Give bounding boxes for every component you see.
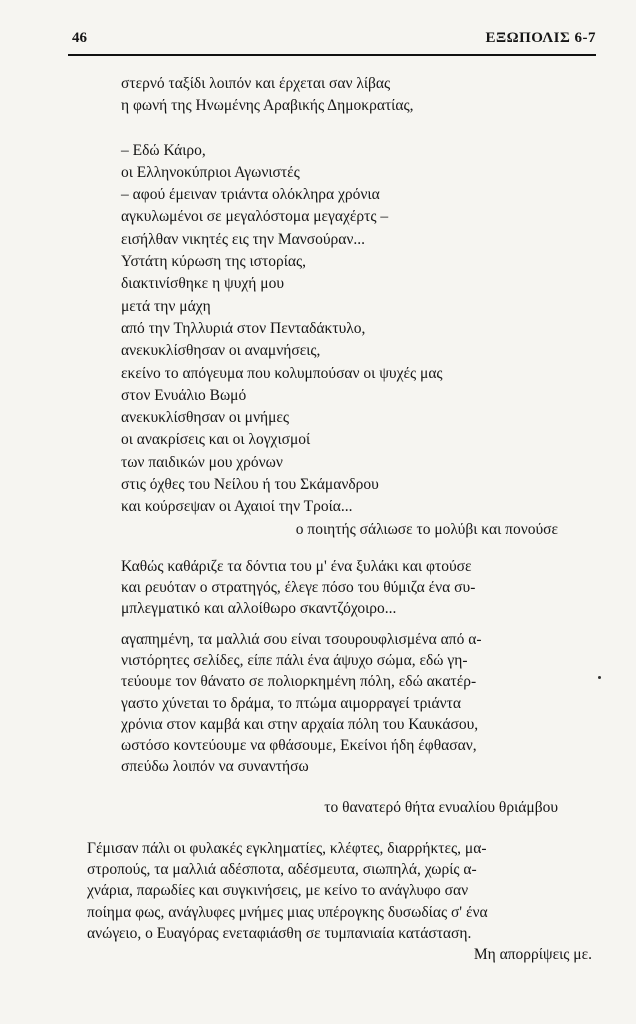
prose-line: νιστόρητες σελίδες, είπε πάλι ένα άψυχο σώμα, εδώ γη- <box>121 652 468 670</box>
page-number: 46 <box>72 30 87 46</box>
prose-line: και ρευόταν ο στρατηγός, έλεγε πόσο του θύμιζα ένα συ- <box>121 579 476 597</box>
verse-line: στερνό ταξίδι λοιπόν και έρχεται σαν λίβας <box>121 75 391 92</box>
prose-line: τεύουμε τον θάνατο σε πολιορκημένη πόλη, εδώ ακατέρ- <box>121 673 477 691</box>
verse-line: – Εδώ Κάιρο, <box>121 141 206 159</box>
page-header <box>72 30 596 54</box>
verse-line: αγκυλωμένοι σε μεγαλόστομα μεγαχέρτς – <box>121 208 389 226</box>
prose-line: στροπούς, τα μαλλιά αδέσποτα, αδέσμευτα, σιωπηλά, χωρίς α- <box>87 861 477 879</box>
prose-line: χνάρια, παρωδίες και συγκινήσεις, με κείνο το ανάγλυφο σαν <box>87 882 469 900</box>
verse-line: στις όχθες του Νείλου ή του Σκάμανδρου <box>121 476 379 494</box>
running-title: ΕΞΩΠΟΛΙΣ 6-7 <box>485 30 596 46</box>
prose-line: ωστόσο κοντεύουμε να φθάσουμε, Εκείνοι ήδη έφθασαν, <box>121 737 477 755</box>
verse-line: εκείνο το απόγευμα που κολυμπούσαν οι ψυχές μας <box>121 364 443 382</box>
verse-line: μετά την μάχη <box>121 297 211 315</box>
verse-line: – αφού έμειναν τριάντα ολόκληρα χρόνια <box>121 186 380 204</box>
prose-line: Γέμισαν πάλι οι φυλακές εγκληματίες, κλέφτες, διαρρήκτες, μα- <box>87 840 487 857</box>
stanza-gap <box>121 118 443 140</box>
verse-line: ανεκυκλίσθησαν οι μνήμες <box>121 409 290 427</box>
poem-stanza <box>121 73 443 519</box>
prose-paragraph <box>87 838 488 944</box>
verse-line: οι ανακρίσεις και οι λογχισμοί <box>121 431 311 449</box>
section-caption: το θανατερό θήτα ενυαλίου θριάμβου <box>324 799 558 816</box>
verse-line: η φωνή της Ηνωμένης Αραβικής Δημοκρατίας, <box>121 97 414 115</box>
section-caption: ο ποιητής σάλιωσε το μολύβι και πονούσε <box>295 521 558 538</box>
prose-line: χρόνια στον καμβά και στην αρχαία πόλη του Καυκάσου, <box>121 715 479 733</box>
prose-line: ανώγειο, ο Ευαγόρας ενεταφιάσθη σε τυμπανιαία κατάσταση. <box>87 924 472 942</box>
verse-line: Υστάτη κύρωση της ιστορίας, <box>121 253 307 271</box>
prose-line: μπλεγματικό και αλλοίθωρο σκαντζόχοιρο... <box>121 600 397 618</box>
verse-line: από την Τηλλυριά στον Πενταδάκτυλο, <box>121 319 366 337</box>
prose-line: Καθώς καθάριζε τα δόντια του μ' ένα ξυλάκι και φτούσε <box>121 558 472 575</box>
verse-line: διακτινίσθηκε η ψυχή μου <box>121 275 285 293</box>
prose-paragraph <box>121 629 482 777</box>
verse-line: και κούρσεψαν οι Αχαιοί την Τροία... <box>121 498 353 516</box>
scan-speck <box>598 676 601 679</box>
verse-line: στον Ενυάλιο Βωμό <box>121 386 247 404</box>
prose-line: σπεύδω λοιπόν να συναντήσω <box>121 758 309 776</box>
verse-line: εισήλθαν νικητές εις την Μανσούραν... <box>121 230 366 248</box>
prose-paragraph <box>121 556 475 620</box>
verse-line: οι Ελληνοκύπριοι Αγωνιστές <box>121 163 300 181</box>
prose-line: αγαπημένη, τα μαλλιά σου είναι τσουρουφλισμένα από α- <box>121 631 482 648</box>
prose-line: ποίημα φως, ανάγλυφες μνήμες μιας υπέρογκης δυσωδίας σ' ένα <box>87 903 488 921</box>
verse-line: των παιδικών μου χρόνων <box>121 453 283 471</box>
header-rule <box>68 54 596 56</box>
verse-line: ανεκυκλίσθησαν οι αναμνήσεις, <box>121 342 321 360</box>
prose-line: γαστο χύνεται το δράμα, το πτώμα αιμορραγεί τριάντα <box>121 694 461 712</box>
signoff-line: Μη απορρίψεις με. <box>473 946 592 963</box>
